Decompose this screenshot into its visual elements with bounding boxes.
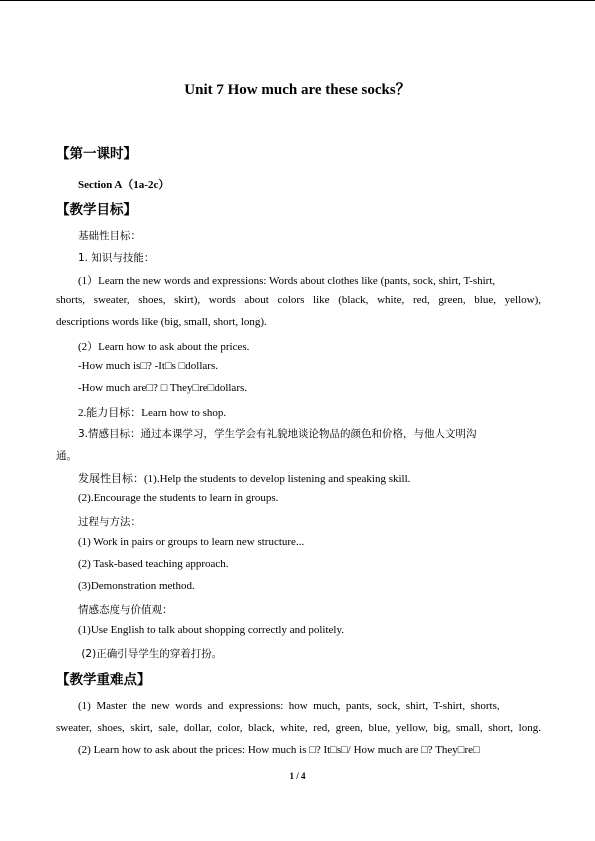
document-title: Unit 7 How much are these socks？ [184, 82, 411, 98]
objective-p1-line3: descriptions words like (big, small, short, long). [56, 316, 267, 328]
objective-p1-line2: shorts, sweater, shoes, skirt), words about colors like (black, white, red, green, blue, yellow), [56, 294, 541, 306]
develop-goal: 发展性目标：(1).Help the students to develop listening and speaking skill. [78, 473, 411, 485]
develop-goal-2: (2).Encourage the students to learn in groups. [78, 492, 279, 504]
emotion-goal-line2: 通。 [56, 450, 77, 462]
objectives-heading: 【教学目标】 [56, 202, 137, 218]
ability-goal: 2.能力目标：Learn how to shop. [78, 407, 227, 419]
key-point-1-line1: (1) Master the new words and expressions: how much, pants, sock, shirt, T-shirt, shorts, [78, 700, 500, 712]
objective-p2: (2）Learn how to ask about the prices. [78, 341, 250, 353]
attitude-item-1: (1)Use English to talk about shopping correctly and politely. [78, 624, 344, 636]
key-point-2-line1: (2) Learn how to ask about the prices: How much is □? It□s□/ How much are □? They□re□ [78, 744, 480, 756]
process-item-2: (2) Task-based teaching approach. [78, 558, 229, 570]
objective-p1-line1: (1）Learn the new words and expressions: Words about clothes like (pants, sock, shirt, T-shirt, [78, 275, 496, 287]
key-point-1-line2: sweater, shoes, skirt, sale, dollar, color, black, white, red, green, blue, yellow, big, small, short, long. [56, 722, 541, 734]
emotion-goal-line1: 3.情感目标：通过本课学习，学生学会有礼貌地谈论物品的颜色和价格，与他人文明沟 [78, 428, 477, 440]
example-singular: -How much is□? -It□s □dollars. [78, 360, 218, 372]
attitude-label: 情感态度与价值观： [78, 604, 173, 616]
basic-goal-label: 基础性目标： [78, 230, 141, 242]
process-item-1: (1) Work in pairs or groups to learn new structure... [78, 536, 305, 548]
process-label: 过程与方法： [78, 516, 141, 528]
example-plural: -How much are□? □ They□re□dollars. [78, 382, 248, 394]
attitude-item-2: (2)正确引导学生的穿着打扮。 [78, 648, 223, 660]
knowledge-skill-label: 1. 知识与技能： [78, 252, 155, 264]
key-points-heading: 【教学重难点】 [56, 672, 151, 688]
lesson-heading: 【第一课时】 [56, 146, 137, 162]
page-top-rule [0, 0, 595, 1]
section-label: Section A（1a-2c） [78, 179, 170, 191]
page-number: 1 / 4 [289, 771, 306, 781]
process-item-3: (3)Demonstration method. [78, 580, 195, 592]
